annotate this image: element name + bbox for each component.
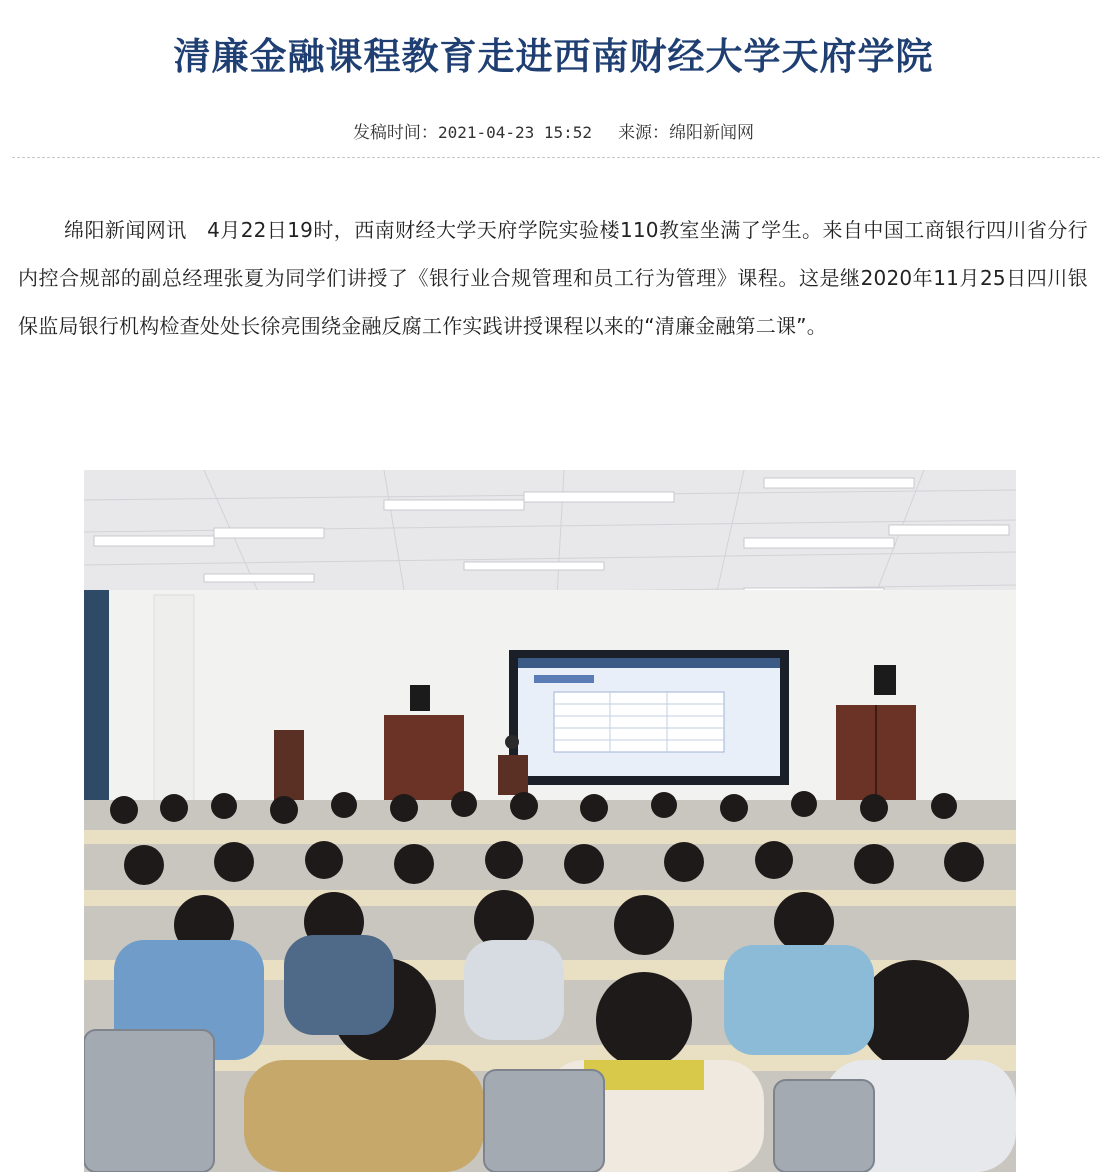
- classroom-photo-illustration: [84, 470, 1016, 1172]
- article-meta: [0, 118, 1107, 143]
- source-value: 绵阳新闻网: [669, 123, 755, 143]
- source-label: 来源：: [618, 123, 670, 143]
- article-paragraph: 绵阳新闻网讯 4月22日19时，西南财经大学天府学院实验楼110教室坐满了学生。来自中国工商银行四川省分行内控合规部的副总经理张夏为同学们讲授了《银行业合规管理和员工行为管理》课程。这是继2020年11月25日四川银保监局银行机构检查处处长徐亮围绕金融反腐工作实践讲授课程以来的“清廉金融第二课”。: [18, 218, 1088, 338]
- classroom-photo: [84, 470, 1016, 1172]
- article-title: 清廉金融课程教育走进西南财经大学天府学院: [173, 35, 934, 78]
- publish-time-label: 发稿时间：: [352, 123, 438, 143]
- meta-divider: [12, 157, 1100, 158]
- publish-time-value: 2021-04-23 15:52: [437, 123, 593, 142]
